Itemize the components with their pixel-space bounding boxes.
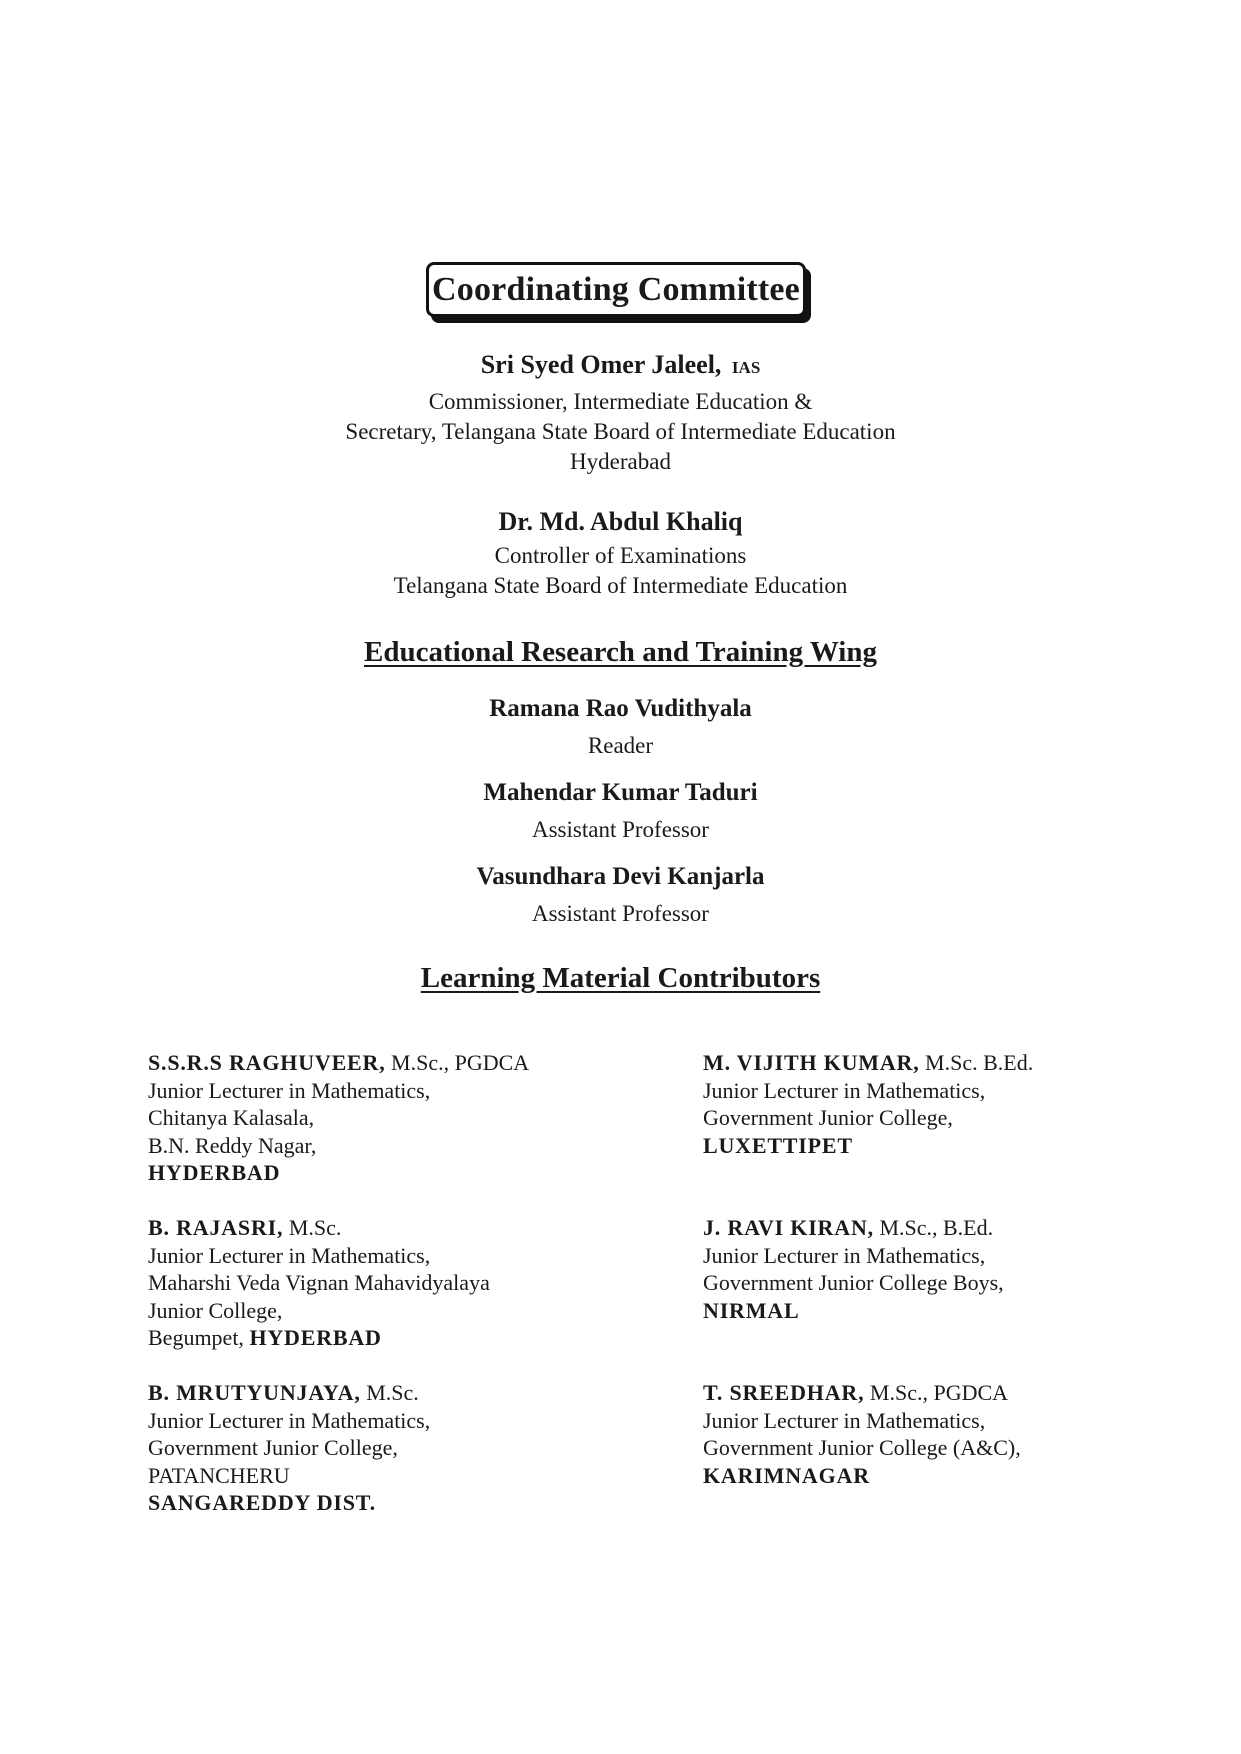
contributor-place: NIRMAL [703, 1297, 800, 1323]
contributor-name: T. SREEDHAR, [703, 1380, 865, 1405]
contributor-place: LUXETTIPET [703, 1132, 853, 1158]
contributor-entry [703, 1214, 1004, 1324]
contributor-place: HYDERBAD [148, 1160, 281, 1186]
member-line: Commissioner, Intermediate Education & [428, 389, 813, 414]
contributor-place: SANGAREDDY DIST. [148, 1490, 376, 1516]
contributor-name: B. RAJASRI, [148, 1215, 284, 1240]
contributor-line: Junior Lecturer in Mathematics, [703, 1407, 986, 1433]
member-suffix: IAS [731, 358, 761, 377]
contributor-line: Government Junior College, [148, 1435, 398, 1461]
contributor-name: S.S.R.S RAGHUVEER, [148, 1050, 386, 1075]
contributor-qualification: M.Sc., PGDCA [391, 1050, 530, 1075]
contributor-line: PATANCHERU [148, 1462, 290, 1488]
member-name: Sri Syed Omer Jaleel, IAS [480, 350, 761, 379]
coordinating-committee-title: Coordinating Committee [432, 270, 800, 308]
member-line: Secretary, Telangana State Board of Intermediate Education [345, 419, 896, 444]
contributor-line: Junior Lecturer in Mathematics, [148, 1407, 431, 1433]
contributor-line: Maharshi Veda Vignan Mahavidyalaya [148, 1270, 490, 1296]
wing-person-role: Reader [587, 733, 654, 758]
contributor-line: Junior Lecturer in Mathematics, [148, 1077, 431, 1103]
contributor-qualification: M.Sc., PGDCA [869, 1380, 1009, 1405]
contributor-line: Chitanya Kalasala, [148, 1105, 315, 1131]
contributor-line: Junior College, [148, 1297, 283, 1323]
contributor-qualification: M.Sc. B.Ed. [925, 1050, 1034, 1075]
member-line: Controller of Examinations [494, 543, 747, 568]
contributor-entry [148, 1379, 430, 1517]
contributor-qualification: M.Sc., B.Ed. [879, 1215, 994, 1240]
contributor-name: B. MRUTYUNJAYA, [148, 1380, 361, 1405]
contributors-heading: Learning Material Contributors [420, 962, 821, 994]
contributor-place: HYDERBAD [249, 1325, 382, 1351]
wing-person-name: Vasundhara Devi Kanjarla [476, 863, 765, 890]
contributor-line: B.N. Reddy Nagar, [148, 1132, 317, 1158]
contributor-line: Junior Lecturer in Mathematics, [148, 1242, 431, 1268]
wing-person-role: Assistant Professor [532, 817, 709, 842]
contributor-name: J. RAVI KIRAN, [703, 1215, 874, 1240]
wing-person-name: Ramana Rao Vudithyala [489, 695, 752, 722]
contributor-line: Junior Lecturer in Mathematics, [703, 1242, 986, 1268]
member-line: Hyderabad [570, 449, 671, 474]
contributor-line: Government Junior College Boys, [703, 1270, 1004, 1296]
contributor-entry [703, 1379, 1021, 1489]
contributor-line: Government Junior College (A&C), [703, 1435, 1021, 1461]
coordinating-committee-title-box [426, 262, 806, 317]
contributor-qualification: M.Sc. [366, 1380, 419, 1405]
contributor-place: KARIMNAGAR [703, 1462, 870, 1488]
contributor-line: Junior Lecturer in Mathematics, [703, 1077, 986, 1103]
member-name: Dr. Md. Abdul Khaliq [498, 507, 743, 536]
contributor-qualification: M.Sc. [288, 1215, 342, 1240]
member-line: Telangana State Board of Intermediate Education [393, 573, 848, 598]
contributor-entry [148, 1214, 490, 1352]
contributor-entry [703, 1049, 1033, 1159]
research-wing-heading: Educational Research and Training Wing [364, 636, 877, 668]
contributor-entry [148, 1049, 529, 1187]
contributor-name: M. VIJITH KUMAR, [703, 1050, 920, 1075]
wing-person-name: Mahendar Kumar Taduri [483, 779, 758, 806]
contributor-line: Government Junior College, [703, 1105, 953, 1131]
contributor-place-prefix: Begumpet, [148, 1325, 244, 1351]
wing-person-role: Assistant Professor [532, 901, 709, 926]
